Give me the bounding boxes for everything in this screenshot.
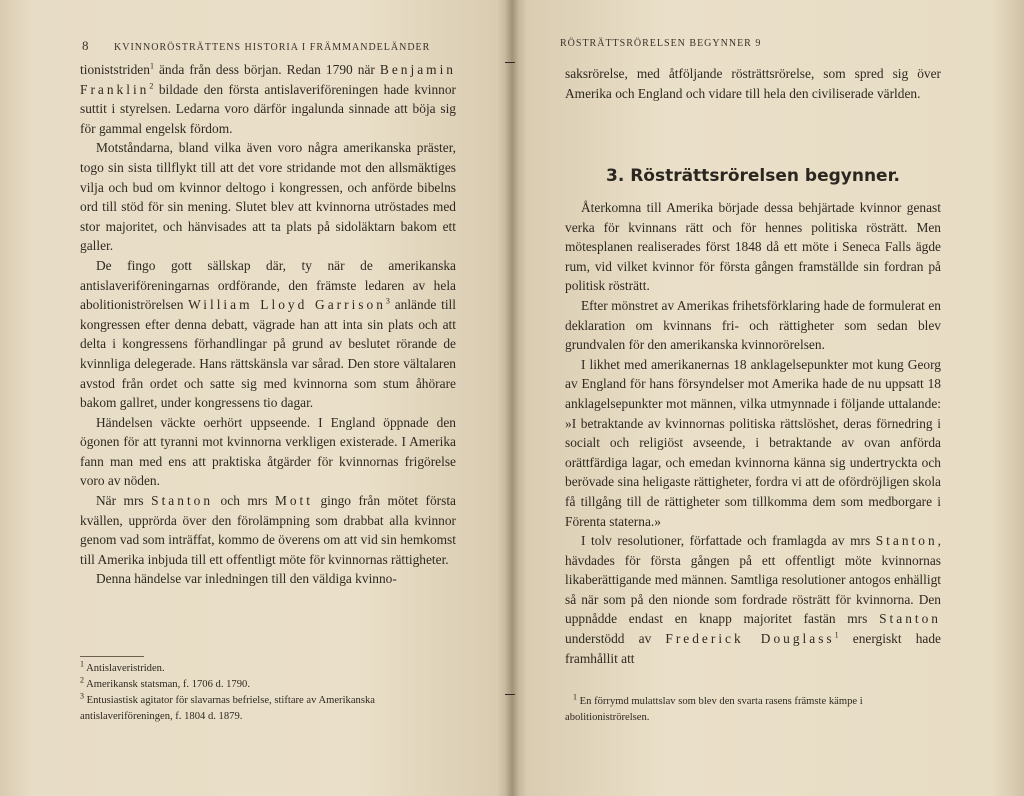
- text-run: bildade den första antislaveriföreningen hade kvinnor suttit i styrelsen. Ledarna voro därför ingalunda sinnade att böja sig för gammal engelsk fördom.: [80, 81, 456, 136]
- text-run: och mrs: [213, 493, 275, 509]
- right-paragraph-2: Efter mönstret av Amerikas frihetsförklaring hade de formulerat en deklaration om kvinnans fri- och rättigheter som sedan blev grundvalen för den amerikanska kvinnorörelsen.: [565, 297, 941, 353]
- right-body-text: [565, 198, 941, 668]
- spaced-name: Stanton: [151, 493, 214, 509]
- footnote: [565, 694, 945, 726]
- footnote-number: 1: [80, 659, 84, 669]
- footnote-text: Entusiastisk agitator för slavarnas befrielse, stiftare av Amerikanska antislaveriföreningen, f. 1804 d. 1879.: [80, 695, 375, 722]
- spaced-name: William Lloyd Garrison: [188, 297, 386, 313]
- footnote-text: Antislaveristriden.: [86, 663, 165, 674]
- right-running-head: [560, 38, 948, 49]
- left-running-head-title: KVINNORÖSTRÄTTENS HISTORIA I FRÄMMANDELÄNDER: [114, 42, 431, 53]
- footnote-rule: [80, 656, 144, 657]
- footnote: [80, 693, 456, 725]
- left-running-head: [82, 38, 462, 54]
- footnote-ref: 1: [834, 630, 839, 640]
- text-run: gingo från mötet första kvällen, upprörda över den förolämpning som drabbat alla kvinnor genom vad som inträffat, kommo de överens om att vid sin hemkomst till Amerika inbjuda till ett offentligt möte för kvinnornas rättigheter.: [80, 493, 456, 567]
- spaced-name: Mott: [274, 493, 313, 509]
- right-running-head-title: RÖSTRÄTTSRÖRELSEN BEGYNNER: [560, 38, 752, 49]
- footnote-text: En förrymd mulattslav som blev den svarta rasens främste kämpe i abolitioniströrelsen.: [565, 696, 863, 723]
- footnote-text: Amerikansk statsman, f. 1706 d. 1790.: [86, 679, 250, 690]
- footnote-number: 2: [80, 675, 84, 685]
- footnote-ref: 2: [149, 81, 154, 91]
- left-paragraph-4: Händelsen väckte oerhört uppseende. I England öppnade den ögonen för att tyranni mot kvinnorna verkligen existerade. I Amerika fann man med ens att praktiska åtgärder för kvinnornas frigörelse voro av nöden.: [80, 414, 456, 489]
- text-run: understödd av: [565, 631, 666, 647]
- text-run: anlände till kongressen efter denna debatt, vägrade han att inta sin plats och att delta i kongressens förhandlingar på grund av beslutet rörande de kvinnliga delegerade. Hans rättskänsla var sårad. Den store vältalaren avstod från ordet och satte sig med kvinnorna som stum åhörare bakom gallret, under kongressens tio dagar.: [80, 297, 456, 411]
- footnote-number: 1: [573, 692, 577, 702]
- gutter-mark: [505, 62, 515, 63]
- left-paragraph-1: [80, 60, 456, 138]
- text-run: , hävdades för första gången på ett offentligt möte kvinnornas likaberättigande med männen. Samtliga resolutioner antogos enhälligt så när som på den nionde som fordrade rösträtt för kvinnorna. Den uppnådde endast en knapp majoritet fastän mrs: [565, 533, 941, 627]
- spaced-name: Stanton: [875, 533, 938, 549]
- left-page-number: 8: [82, 38, 89, 53]
- text-run: tioniststriden: [80, 62, 150, 77]
- text-run: När mrs: [96, 493, 152, 509]
- footnote-ref: 3: [385, 296, 390, 306]
- spaced-name: Stanton: [879, 611, 941, 627]
- section-heading: 3. Rösträttsrörelsen begynner.: [605, 166, 901, 186]
- footnote: [80, 677, 456, 693]
- book-spine: [505, 0, 519, 796]
- right-paragraph-0: saksrörelse, med åtföljande rösträttsrörelse, som spred sig över Amerika och England och vidare till hela den civiliserade världen.: [565, 66, 941, 101]
- text-run: ända från dess början. Redan 1790 när: [153, 62, 380, 77]
- right-footnotes: [565, 694, 945, 726]
- footnote: [80, 661, 456, 677]
- left-paragraph-5: [80, 491, 456, 569]
- right-paragraph-1: Återkomna till Amerika började dessa behjärtade kvinnor genast verka för kvinnans rätt och för hennes politiska rösträtt. Men mötesplanen realiserades först 1848 då ett möte i Seneca Falls ägde rum, vid vilket kvinnor för första gången framställde sin fordran på politisk rösträtt.: [565, 200, 941, 294]
- left-paragraph-6: Denna händelse var inledningen till den väldiga kvinno-: [96, 571, 397, 587]
- left-paragraph-3: [80, 256, 456, 413]
- text-run: energiskt hade framhållit att: [565, 631, 941, 666]
- text-run: De fingo gott sällskap där, ty när de amerikanska antislaveriföreningarnas ordförande, den främste ledaren av hela abolitioniströrelsen: [80, 257, 456, 313]
- left-paragraph-2: Motståndarna, bland vilka även voro några amerikanska präster, togo sin sista tillflykt till att det vore stridande mot den allsmäktiges vilja och bud om kvinnor deltogo i kongressen, och anförde bibelns ord till stöd för sin mening. Slutet blev att kvinnorna utröstades med stor majoritet, och hänvisades att ta plats på sidoläktarn bakom ett galler.: [80, 140, 456, 254]
- right-page-number: 9: [755, 38, 762, 49]
- footnote-number: 3: [80, 691, 84, 701]
- text-run: I tolv resolutioner, författade och framlagda av mrs: [581, 533, 876, 549]
- right-body-text-top: [565, 64, 941, 103]
- spaced-name: Benjamin Franklin: [80, 62, 456, 97]
- footnote-ref: 1: [149, 61, 154, 71]
- left-footnotes: [80, 656, 456, 725]
- right-paragraph-3: I likhet med amerikanernas 18 anklagelsepunkter mot kung Georg av England för hans försyndelser mot Amerika hade de nu uppsatt 18 anklagelsepunkter mot männen, vilka utmynnade i följande uttalande: »I betraktande av kvinnornas politiska rättslöshet, deras förnedring i socialt och religiöst avseende, i betraktande av ovan anförda orättfärdiga lagar, och emedan kvinnorna känna sig undertryckta och berövade sina heligaste rättigheter, fordra vi att de ofördröjligen skola få tillgång till de rättigheter som tillkomma dem som medborgare i Förenta staterna.»: [565, 356, 941, 529]
- right-paragraph-4: [565, 531, 941, 668]
- spaced-name: Frederick Douglass: [665, 631, 835, 647]
- left-body-text: [80, 60, 456, 589]
- gutter-mark: [505, 694, 515, 695]
